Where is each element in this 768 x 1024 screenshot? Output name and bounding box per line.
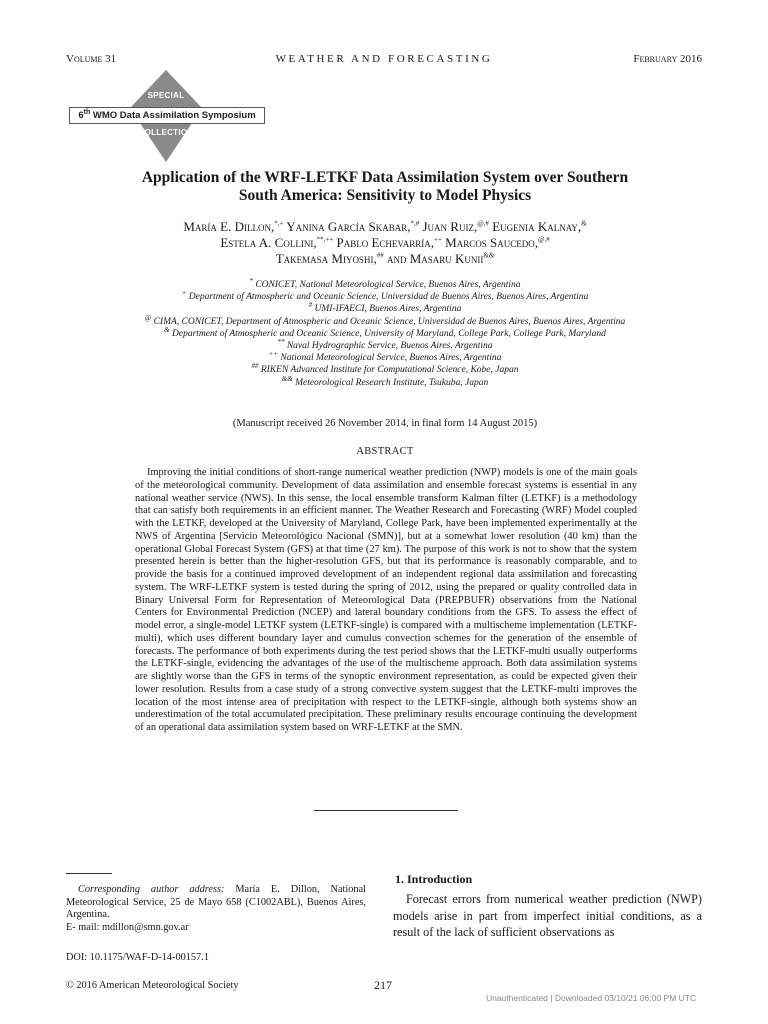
- corresponding-author: [66, 884, 366, 934]
- author-list: [60, 219, 710, 267]
- affiliation-item: & Department of Atmospheric and Oceanic Science, University of Maryland, College Park, College Park, Maryland: [164, 325, 606, 339]
- abstract-text: Improving the initial conditions of short-range numerical weather prediction (NWP) models is one of the main goals of the meteorological community. Development of data assimilation and ensemble forecast systems is essential in any national weather service (NWS). In this sense, the local ensemble transform Kalman filter (LETKF) is a methodology that can satisfy both requirements in an efficient manner. The Weather Research and Forecasting (WRF) Model coupled with the LETKF, developed at the University of Maryland, College Park, have been implemented experimentally at the NWS of Argentina [Servicio Meteorológico Nacional (SMN)], but at a somewhat lower resolution (40 km) than the operational Global Forecast System (GFS) at that time (27 km). The purpose of this work is not to show that the system presented herein is better than the higher-resolution GFS, but that its performance is reasonably comparable, and to provide the basis for a continued improved development of an independent regional data assimilation and forecasting system. The WRF-LETKF system is tested during the spring of 2012, using the prepared or quality controlled data in Binary Universal Form for Representation of Meteorological Data (PREPBUFR) observations from the National Centers for Environmental Prediction (NCEP) and lateral boundary conditions from the GFS. To assess the effect of model error, a single-model LETKF system (LETKF-single) is compared with a multischeme implementation (LETKF-multi), which uses different boundary layer and cumulus convection schemes for the generation of the ensemble of forecasts. The performance of both experiments during the test period shows that the LETKF-multi usually outperforms the LETKF-single, evidencing the advantages of the use of the multischeme approach. Both data assimilation systems are slightly worse than the GFS in terms of the synoptic environment representation, as could be expected given their lower resolution. Results from a case study of a strong convective system suggest that the LETKF-multi improves the location of the most intense area of precipitation with respect to the LETKF-single, although both systems show an underestimation of the total accumulated precipitation. These preliminary results encourage continuing the development of an operational data assimilation system based on WRF-LETKF at the SMN.: [135, 467, 637, 733]
- affiliation-item: @ CIMA, CONICET, Department of Atmospheric and Oceanic Science, Universidad de Buenos Aires, Buenos Aires, Argentina: [144, 313, 626, 327]
- affiliation-item: * CONICET, National Meteorological Service, Buenos Aires, Argentina: [249, 276, 521, 290]
- badge-symposium-box: [69, 107, 265, 124]
- author-7-mark: @,#: [537, 235, 550, 244]
- paper-title: [60, 169, 710, 205]
- affiliation-item: + Department of Atmospheric and Oceanic Science, Universidad de Buenos Aires, Buenos Aires, Argentina: [181, 289, 589, 303]
- page-number: 217: [374, 978, 392, 992]
- title-line-2: South America: Sensitivity to Model Physics: [238, 187, 532, 204]
- author-8-mark: ##: [376, 251, 384, 260]
- affiliation-item: # UMI-IFAECI, Buenos Aires, Argentina: [308, 301, 462, 315]
- introduction-text: Forecast errors from numerical weather prediction (NWP) models arise in part from imperfect initial conditions, as a result of the lack of sufficient observations as: [393, 892, 702, 939]
- corr-label: Corresponding author address:: [78, 884, 225, 895]
- footnote-divider: [66, 873, 112, 874]
- author-7: Marcos Saucedo,: [445, 235, 538, 250]
- abstract-divider: [314, 810, 458, 811]
- affiliation-item: ** Naval Hydrographic Service, Buenos Aires, Argentina: [277, 337, 493, 352]
- author-4: Eugenia Kalnay,: [492, 219, 582, 234]
- author-4-mark: &: [581, 219, 587, 228]
- author-9-mark: &&: [483, 251, 495, 260]
- author-5-mark: **,++: [316, 235, 334, 244]
- manuscript-dates: (Manuscript received 26 November 2014, in final form 14 August 2015): [232, 418, 538, 429]
- affiliation-item: ## RIKEN Advanced Institute for Computational Science, Kobe, Japan: [251, 362, 519, 376]
- author-2-mark: *,#: [410, 219, 420, 228]
- abstract-heading: ABSTRACT: [356, 446, 414, 457]
- author-6-mark: ++: [434, 235, 442, 244]
- author-and: and: [386, 251, 407, 266]
- title-line-1: Application of the WRF-LETKF Data Assimilation System over Southern: [141, 169, 629, 186]
- corr-address: María E. Dillon, National Meteorological Service, 25 de Mayo 658 (C1002ABL), Buenos Aires, Argentina.: [66, 884, 367, 921]
- author-3: Juan Ruiz,: [422, 219, 478, 234]
- author-5: Estela A. Collini,: [220, 235, 317, 250]
- author-8: Takemasa Miyoshi,: [275, 251, 377, 266]
- section-heading-introduction: 1. Introduction: [395, 872, 473, 886]
- header-date: February 2016: [633, 53, 702, 65]
- affiliation-list: [40, 276, 730, 389]
- special-collection-badge: [66, 70, 266, 162]
- author-1: María E. Dillon,: [183, 219, 275, 234]
- badge-symposium-label: WMO Data Assimilation Symposium: [92, 110, 256, 121]
- badge-special-label: SPECIAL: [147, 91, 185, 100]
- badge-symposium-sup: th: [83, 108, 91, 116]
- header-journal: WEATHER AND FORECASTING: [275, 53, 493, 65]
- doi: DOI: 10.1175/WAF-D-14-00157.1: [66, 952, 209, 963]
- affiliation-item: ++ National Meteorological Service, Buenos Aires, Argentina: [268, 350, 502, 364]
- download-note: Unauthenticated | Downloaded 03/10/21 06:00 PM UTC: [486, 993, 697, 1003]
- header-volume: Volume 31: [66, 53, 117, 65]
- badge-symposium-num: 6: [78, 110, 84, 121]
- badge-collection-label: COLLECTION: [138, 128, 194, 137]
- author-3-mark: @,#: [477, 219, 489, 228]
- affiliation-item: && Meteorological Research Institute, Tsukuba, Japan: [281, 374, 489, 388]
- corr-email: E- mail: mdillon@smn.gov.ar: [66, 921, 189, 933]
- author-6: Pablo Echevarría,: [336, 235, 435, 250]
- author-2: Yanina García Skabar,: [286, 219, 411, 234]
- copyright: © 2016 American Meteorological Society: [66, 980, 239, 991]
- author-9: Masaru Kunii: [409, 251, 484, 266]
- author-1-mark: *,+: [274, 219, 284, 228]
